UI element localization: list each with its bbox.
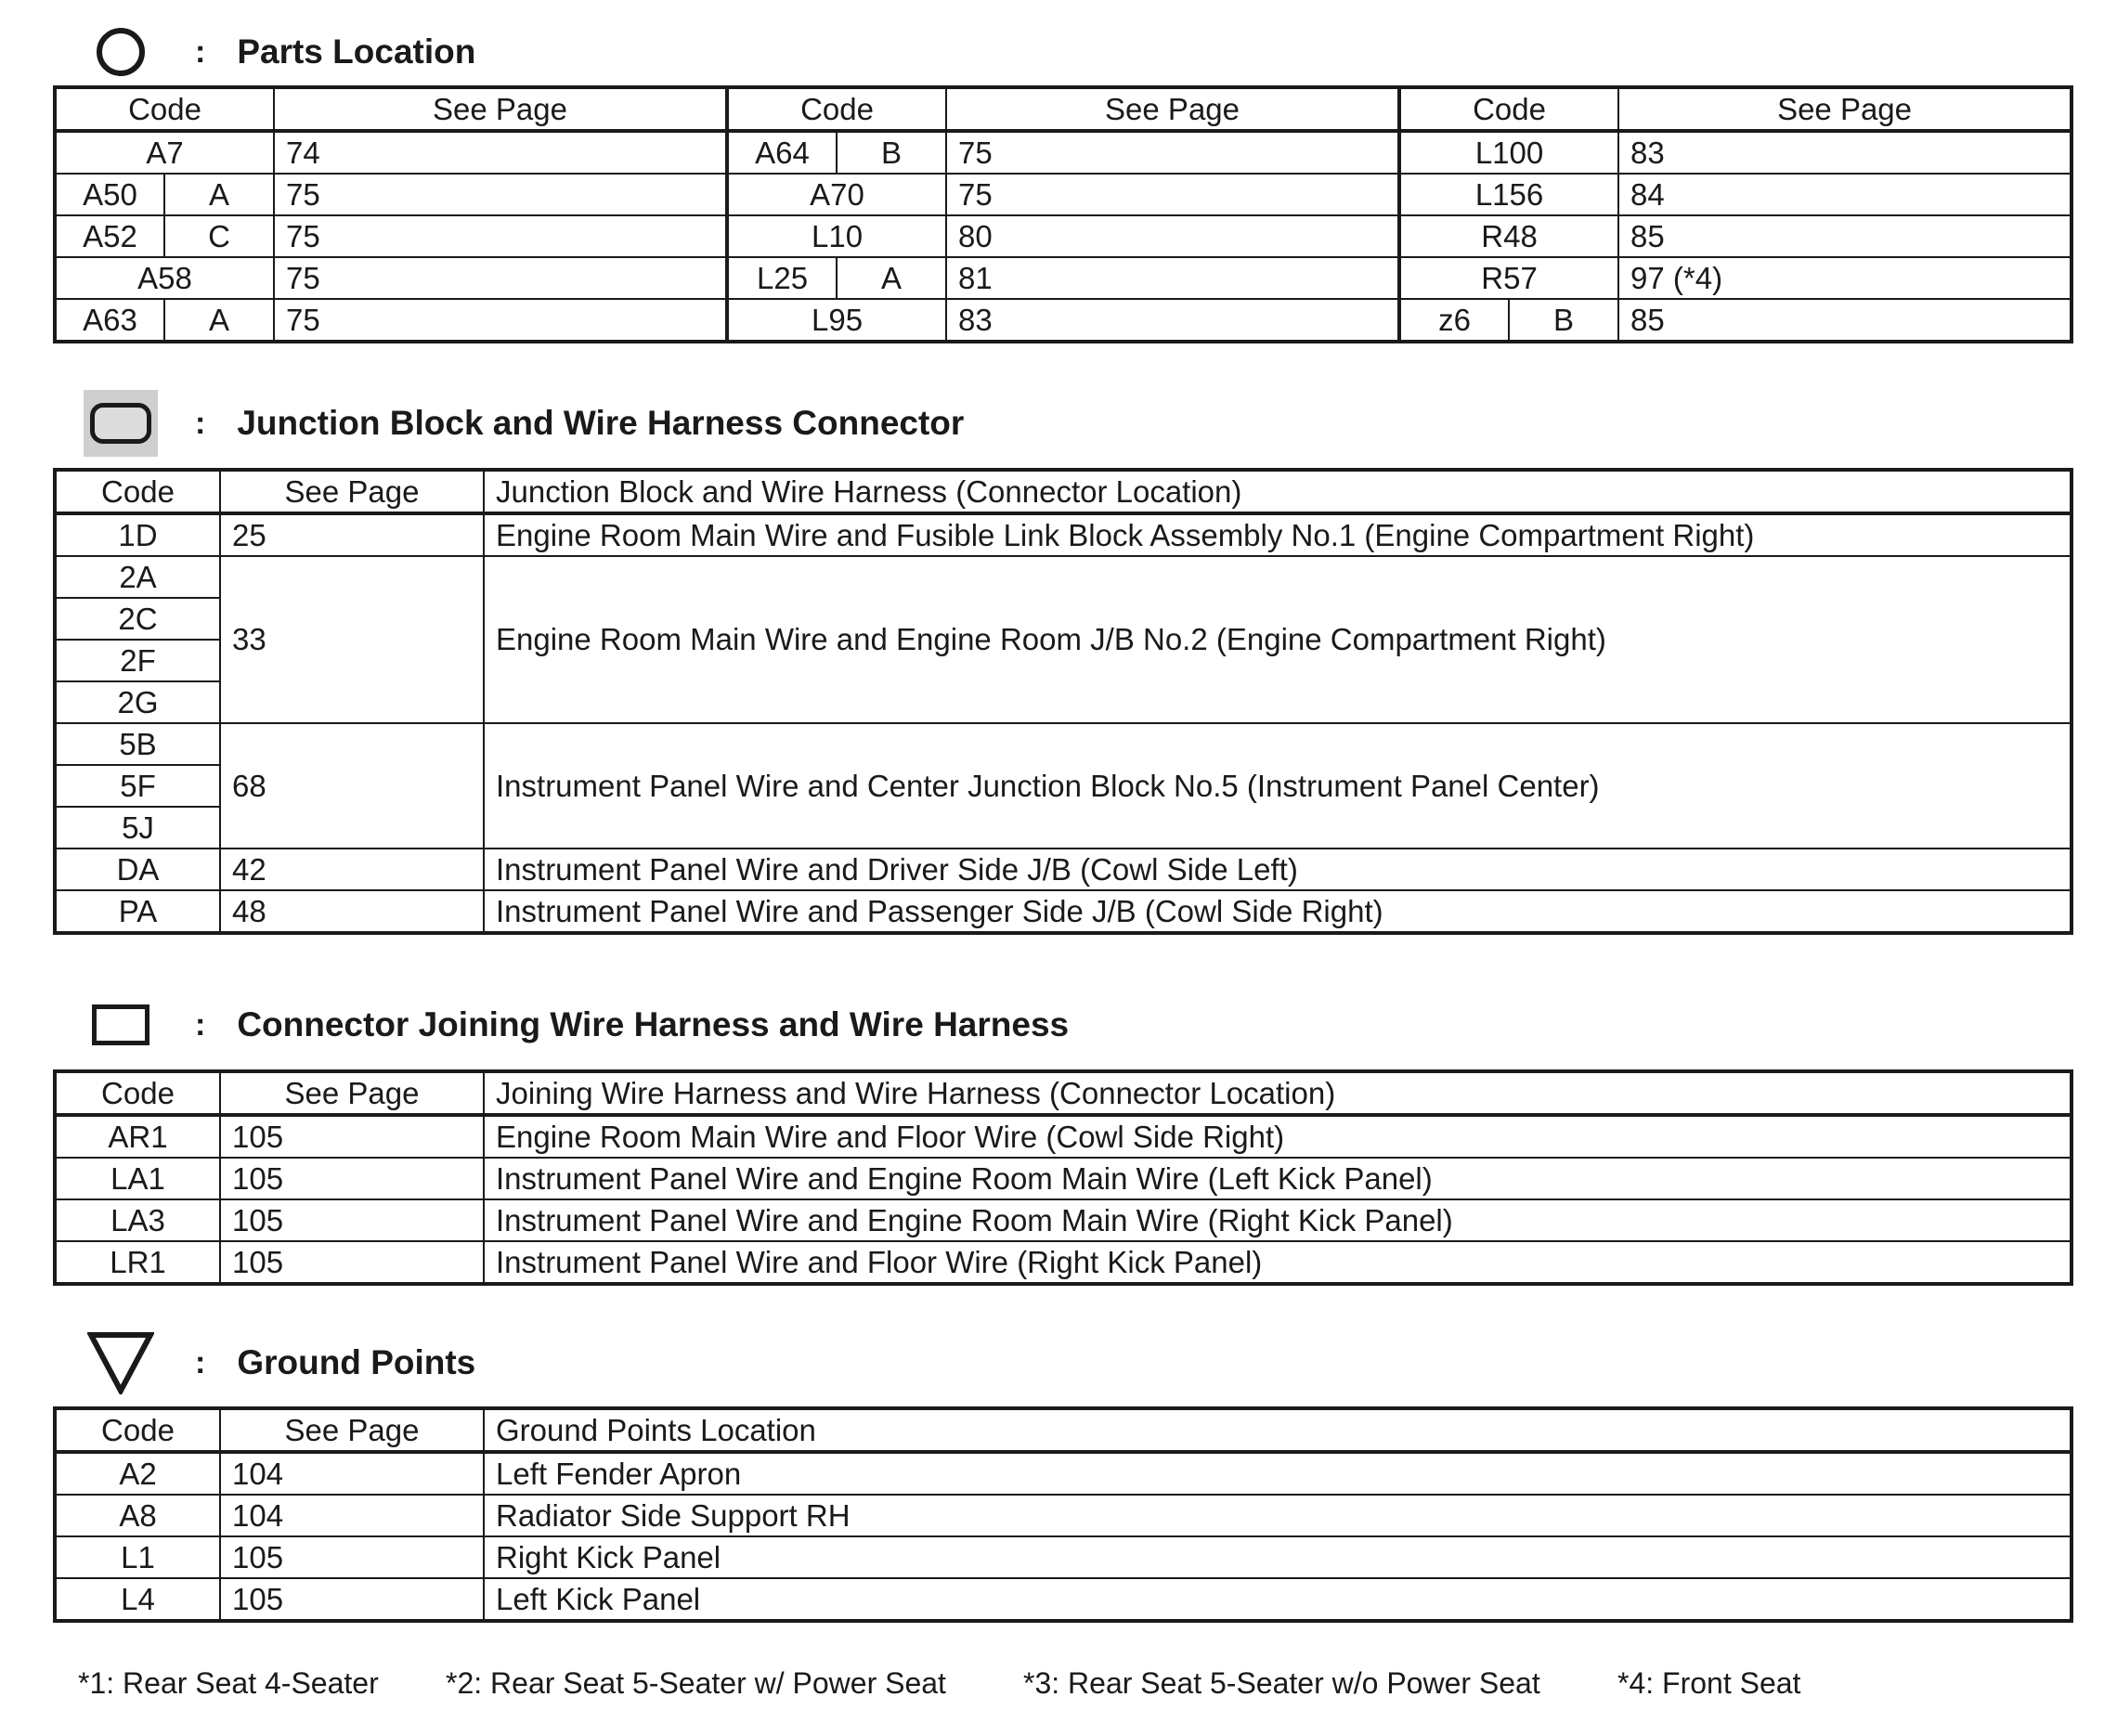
see-page-cell: 105: [220, 1241, 484, 1284]
code-cell: L4: [55, 1578, 220, 1621]
see-page-cell: 105: [220, 1578, 484, 1621]
col-header-see-page: See Page: [1618, 87, 2072, 131]
code-cell: DA: [55, 849, 220, 890]
connector-letter-cell: B: [837, 131, 946, 174]
code-cell: A8: [55, 1495, 220, 1536]
see-page-cell: 105: [220, 1199, 484, 1241]
code-cell: A52: [55, 215, 164, 257]
see-page-cell: 74: [274, 131, 727, 174]
see-page-cell: 75: [274, 257, 727, 299]
col-header-see-page: See Page: [274, 87, 727, 131]
code-cell: L25: [727, 257, 837, 299]
table-row: [55, 215, 2072, 257]
junction-block-icon: [84, 386, 158, 460]
rectangle-icon: [84, 988, 158, 1062]
col-header-see-page: See Page: [946, 87, 1399, 131]
location-cell: Left Fender Apron: [484, 1452, 2072, 1495]
see-page-cell: 85: [1618, 299, 2072, 342]
location-cell: Instrument Panel Wire and Passenger Side J/B (Cowl Side Right): [484, 890, 2072, 933]
table-row: [55, 723, 2072, 765]
col-header-code: Code: [55, 1408, 220, 1452]
code-cell: 2C: [55, 598, 220, 640]
see-page-cell: 75: [274, 215, 727, 257]
see-page-cell: 97 (*4): [1618, 257, 2072, 299]
table-row: [55, 1115, 2072, 1158]
table-row: [55, 1495, 2072, 1536]
col-header-location: Joining Wire Harness and Wire Harness (Connector Location): [484, 1071, 2072, 1115]
location-cell: Engine Room Main Wire and Fusible Link Block Assembly No.1 (Engine Compartment Right): [484, 513, 2072, 556]
table-row: [55, 257, 2072, 299]
code-cell: A7: [55, 131, 274, 174]
connector-letter-cell: C: [164, 215, 274, 257]
see-page-cell: 104: [220, 1452, 484, 1495]
code-cell: R48: [1399, 215, 1618, 257]
col-header-location: Ground Points Location: [484, 1408, 2072, 1452]
code-cell: 1D: [55, 513, 220, 556]
see-page-cell: 105: [220, 1536, 484, 1578]
code-cell: L100: [1399, 131, 1618, 174]
footnote-2: *2: Rear Seat 5-Seater w/ Power Seat: [446, 1666, 946, 1700]
code-cell: LR1: [55, 1241, 220, 1284]
see-page-cell: 105: [220, 1115, 484, 1158]
code-cell: A63: [55, 299, 164, 342]
code-cell: 2G: [55, 681, 220, 723]
col-header-see-page: See Page: [220, 470, 484, 513]
see-page-cell: 84: [1618, 174, 2072, 215]
section-colon: :: [195, 405, 206, 441]
location-cell: Instrument Panel Wire and Driver Side J/B (Cowl Side Left): [484, 849, 2072, 890]
table-row: [55, 174, 2072, 215]
code-cell: L95: [727, 299, 946, 342]
see-page-cell: 42: [220, 849, 484, 890]
footnote-4: *4: Front Seat: [1617, 1666, 1801, 1700]
see-page-cell: 105: [220, 1158, 484, 1199]
code-cell: 2F: [55, 640, 220, 681]
header-row: [55, 1071, 2072, 1115]
code-cell: 2A: [55, 556, 220, 598]
code-cell: A50: [55, 174, 164, 215]
location-cell: Instrument Panel Wire and Engine Room Main Wire (Right Kick Panel): [484, 1199, 2072, 1241]
code-cell: A58: [55, 257, 274, 299]
see-page-cell: 83: [946, 299, 1399, 342]
code-cell: A2: [55, 1452, 220, 1495]
code-cell: L10: [727, 215, 946, 257]
circle-icon: [84, 15, 158, 89]
table-row: [55, 299, 2072, 342]
connector-joining-title: Connector Joining Wire Harness and Wire Harness: [237, 1005, 1070, 1043]
see-page-cell: 80: [946, 215, 1399, 257]
col-header-code: Code: [55, 87, 274, 131]
table-row: [55, 849, 2072, 890]
location-cell: Instrument Panel Wire and Engine Room Main Wire (Left Kick Panel): [484, 1158, 2072, 1199]
table-row: [55, 1536, 2072, 1578]
code-cell: A64: [727, 131, 837, 174]
connector-joining-header: [84, 988, 1069, 1062]
code-cell: 5F: [55, 765, 220, 807]
table-row: [55, 1452, 2072, 1495]
triangle-down-icon: [84, 1326, 158, 1400]
parts-location-table: [53, 85, 2073, 343]
parts-location-title: Parts Location: [237, 32, 476, 71]
see-page-cell: 83: [1618, 131, 2072, 174]
see-page-cell: 75: [946, 131, 1399, 174]
junction-block-table: [53, 468, 2073, 935]
code-cell: AR1: [55, 1115, 220, 1158]
junction-block-title: Junction Block and Wire Harness Connector: [237, 404, 965, 442]
col-header-see-page: See Page: [220, 1071, 484, 1115]
code-cell: R57: [1399, 257, 1618, 299]
section-colon: :: [195, 33, 206, 70]
parts-location-header: [84, 15, 475, 89]
col-header-code: Code: [55, 1071, 220, 1115]
table-row: [55, 131, 2072, 174]
header-row: [55, 1408, 2072, 1452]
location-cell: Instrument Panel Wire and Floor Wire (Right Kick Panel): [484, 1241, 2072, 1284]
code-cell: LA3: [55, 1199, 220, 1241]
see-page-cell: 48: [220, 890, 484, 933]
connector-joining-table: [53, 1069, 2073, 1286]
code-cell: PA: [55, 890, 220, 933]
col-header-code: Code: [55, 470, 220, 513]
footnotes: [78, 1666, 1800, 1701]
code-cell: z6: [1399, 299, 1509, 342]
see-page-cell: 33: [220, 556, 484, 723]
location-cell: Left Kick Panel: [484, 1578, 2072, 1621]
code-cell: LA1: [55, 1158, 220, 1199]
connector-letter-cell: A: [837, 257, 946, 299]
see-page-cell: 68: [220, 723, 484, 849]
connector-letter-cell: A: [164, 299, 274, 342]
table-row: [55, 1158, 2072, 1199]
footnote-1: *1: Rear Seat 4-Seater: [78, 1666, 379, 1700]
code-cell: 5B: [55, 723, 220, 765]
see-page-cell: 75: [274, 174, 727, 215]
header-row: [55, 470, 2072, 513]
see-page-cell: 85: [1618, 215, 2072, 257]
col-header-location: Junction Block and Wire Harness (Connector Location): [484, 470, 2072, 513]
table-row: [55, 556, 2072, 598]
location-cell: Engine Room Main Wire and Engine Room J/B No.2 (Engine Compartment Right): [484, 556, 2072, 723]
see-page-cell: 81: [946, 257, 1399, 299]
table-row: [55, 1578, 2072, 1621]
connector-letter-cell: A: [164, 174, 274, 215]
table-row: [55, 1199, 2072, 1241]
ground-points-title: Ground Points: [237, 1343, 476, 1381]
see-page-cell: 75: [274, 299, 727, 342]
see-page-cell: 104: [220, 1495, 484, 1536]
location-cell: Right Kick Panel: [484, 1536, 2072, 1578]
ground-points-header: [84, 1326, 475, 1400]
location-cell: Radiator Side Support RH: [484, 1495, 2072, 1536]
section-colon: :: [195, 1344, 206, 1380]
code-cell: L156: [1399, 174, 1618, 215]
location-cell: Instrument Panel Wire and Center Junction Block No.5 (Instrument Panel Center): [484, 723, 2072, 849]
code-cell: L1: [55, 1536, 220, 1578]
ground-points-table: [53, 1406, 2073, 1623]
col-header-see-page: See Page: [220, 1408, 484, 1452]
footnote-3: *3: Rear Seat 5-Seater w/o Power Seat: [1023, 1666, 1540, 1700]
see-page-cell: 25: [220, 513, 484, 556]
junction-block-header: [84, 386, 964, 460]
col-header-code: Code: [727, 87, 946, 131]
code-cell: A70: [727, 174, 946, 215]
location-cell: Engine Room Main Wire and Floor Wire (Cowl Side Right): [484, 1115, 2072, 1158]
table-row: [55, 513, 2072, 556]
table-row: [55, 1241, 2072, 1284]
col-header-code: Code: [1399, 87, 1618, 131]
header-row: [55, 87, 2072, 131]
code-cell: 5J: [55, 807, 220, 849]
connector-letter-cell: B: [1509, 299, 1618, 342]
section-colon: :: [195, 1006, 206, 1043]
see-page-cell: 75: [946, 174, 1399, 215]
table-row: [55, 890, 2072, 933]
